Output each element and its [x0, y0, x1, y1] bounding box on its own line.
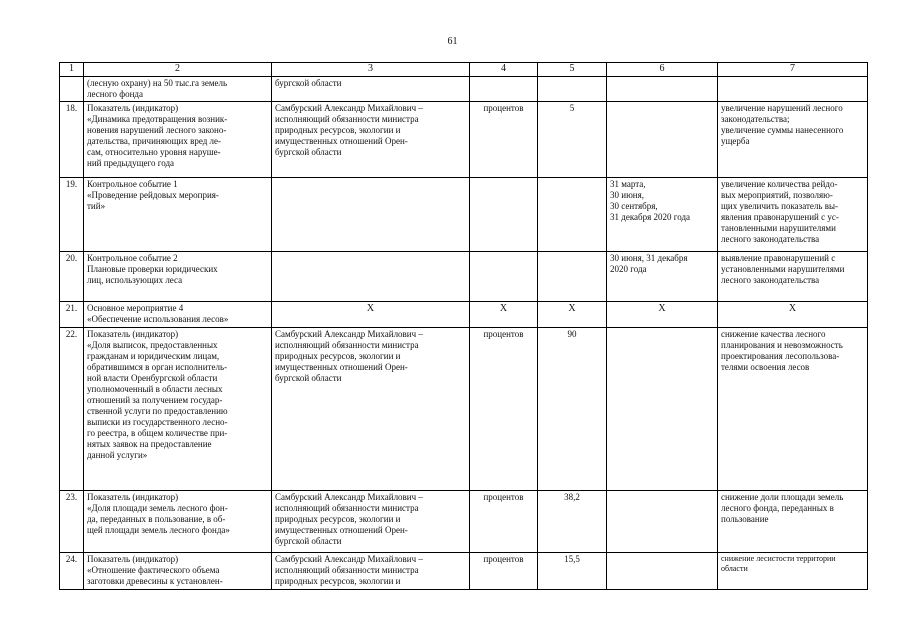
cell-consequence: увеличение нарушений лесного законодательства; увеличение суммы нанесенного ущерба [718, 102, 868, 178]
cell-name: Показатель (индикатор) «Доля выписок, предоставленных гражданам и юридическим лицам, обратившимся в орган исполнитель- ной власти Оренбургской области уполномоченный в области лесных отношений за получением государ- ственной услуги по предоставлению выписки из государственного лесно- го реестра, в общем количестве при- нятых заявок на предоставление данной услуги» [84, 328, 272, 491]
cell-consequence: снижение лесистости территории области [718, 553, 868, 590]
cell-responsible [272, 178, 470, 252]
table-row [60, 302, 868, 328]
cell-deadline [607, 77, 718, 102]
header-row [60, 63, 868, 77]
cell-unit: процентов [470, 491, 538, 553]
cell-deadline [607, 553, 718, 590]
header-col-3: 3 [272, 63, 470, 77]
cell-responsible [272, 252, 470, 302]
row-number: 24. [60, 553, 84, 590]
cell-deadline [607, 491, 718, 553]
cell-name: Основное мероприятие 4 «Обеспечение использования лесов» [84, 302, 272, 328]
program-table [59, 62, 868, 590]
row-number: 22. [60, 328, 84, 491]
cell-responsible: Самбурский Александр Михайлович – исполняющий обязанности министра природных ресурсов, экологии и имущественных отношений Орен- бургской области [272, 328, 470, 491]
cell-name: (лесную охрану) на 50 тыс.га земель лесного фонда [84, 77, 272, 102]
cell-responsible: бургской области [272, 77, 470, 102]
cell-consequence: увеличение количества рейдо- вых мероприятий, позволяю- щих увеличить показатель вы- явления правонарушений с ус- тановленными нарушителями лесного законодательства [718, 178, 868, 252]
row-number: 18. [60, 102, 84, 178]
cell-value [538, 77, 607, 102]
cell-deadline: 31 марта, 30 июня, 30 сентября, 31 декабря 2020 года [607, 178, 718, 252]
cell-deadline [607, 102, 718, 178]
cell-consequence: снижение доли площади земель лесного фонда, переданных в пользование [718, 491, 868, 553]
cell-unit: процентов [470, 328, 538, 491]
cell-name: Показатель (индикатор) «Динамика предотвращения возник- новения нарушений лесного законо- дательства, причиняющих вред ле- сам, относительно уровня наруше- ний предыдущего года [84, 102, 272, 178]
cell-deadline: X [607, 302, 718, 328]
cell-value [538, 178, 607, 252]
cell-name: Показатель (индикатор) «Доля площади земель лесного фон- да, переданных в пользование, в об- щей площади земель лесного фонда» [84, 491, 272, 553]
header-col-2: 2 [84, 63, 272, 77]
cell-responsible: Самбурский Александр Михайлович – исполняющий обязанности министра природных ресурсов, экологии и имущественных отношений Орен- бургской области [272, 102, 470, 178]
header-col-5: 5 [538, 63, 607, 77]
cell-unit [470, 178, 538, 252]
cell-value: 15,5 [538, 553, 607, 590]
cell-responsible: X [272, 302, 470, 328]
cell-deadline: 30 июня, 31 декабря 2020 года [607, 252, 718, 302]
cell-responsible: Самбурский Александр Михайлович – исполняющий обязанности министра природных ресурсов, экологии и [272, 553, 470, 590]
header-col-7: 7 [718, 63, 868, 77]
header-col-6: 6 [607, 63, 718, 77]
row-number: 21. [60, 302, 84, 328]
table-row [60, 102, 868, 178]
header-col-4: 4 [470, 63, 538, 77]
row-number: 23. [60, 491, 84, 553]
cell-value: 90 [538, 328, 607, 491]
header-col-1: 1 [60, 63, 84, 77]
cell-value [538, 252, 607, 302]
row-number: 19. [60, 178, 84, 252]
cell-value: 38,2 [538, 491, 607, 553]
cell-name: Контрольное событие 1 «Проведение рейдовых мероприя- тий» [84, 178, 272, 252]
cell-consequence: выявление правонарушений с установленными нарушителями лесного законодательства [718, 252, 868, 302]
table-row [60, 178, 868, 252]
cell-value: X [538, 302, 607, 328]
cell-name: Контрольное событие 2 Плановые проверки юридических лиц, использующих леса [84, 252, 272, 302]
table-row [60, 553, 868, 590]
cell-deadline [607, 328, 718, 491]
cell-unit: процентов [470, 553, 538, 590]
cell-unit [470, 77, 538, 102]
cell-unit [470, 252, 538, 302]
cell-name: Показатель (индикатор) «Отношение фактического объема заготовки древесины к установлен- [84, 553, 272, 590]
cell-consequence: снижение качества лесного планирования и невозможность проектирования лесопользова- телями освоения лесов [718, 328, 868, 491]
row-number: 20. [60, 252, 84, 302]
table-row [60, 328, 868, 491]
cell-consequence [718, 77, 868, 102]
cell-value: 5 [538, 102, 607, 178]
cell-consequence: X [718, 302, 868, 328]
table-row [60, 252, 868, 302]
cell-responsible: Самбурский Александр Михайлович – исполняющий обязанности министра природных ресурсов, экологии и имущественных отношений Орен- бургской области [272, 491, 470, 553]
cell-unit: процентов [470, 102, 538, 178]
cell-unit: X [470, 302, 538, 328]
table-row [60, 77, 868, 102]
page-number: 61 [447, 36, 458, 47]
table-row [60, 491, 868, 553]
row-number [60, 77, 84, 102]
